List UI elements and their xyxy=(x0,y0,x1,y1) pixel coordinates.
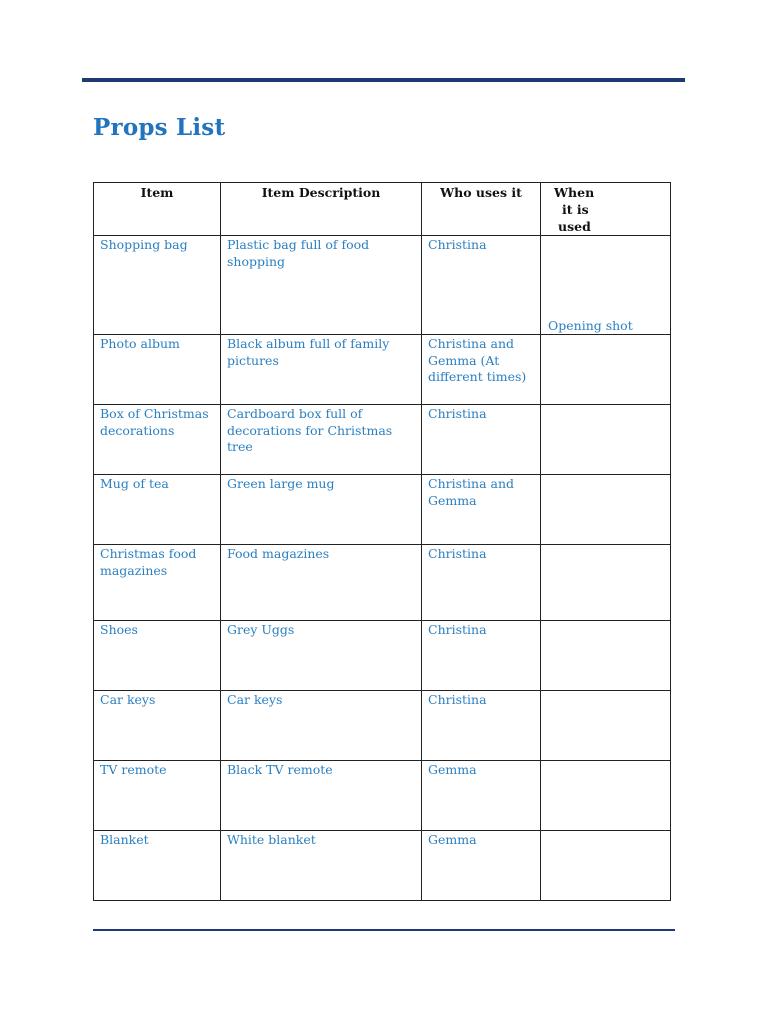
when-text xyxy=(541,335,670,336)
who-text: Christina xyxy=(428,237,487,252)
cell-item xyxy=(94,621,221,691)
description-text: Plastic bag full of food shopping xyxy=(227,237,370,269)
when-text xyxy=(541,761,670,762)
cell-when xyxy=(541,761,671,831)
cell-description xyxy=(221,691,422,761)
cell-item xyxy=(94,545,221,621)
when-text xyxy=(541,691,670,692)
cell-who xyxy=(422,236,541,335)
props-table xyxy=(93,182,671,901)
cell-description xyxy=(221,335,422,405)
header-rule xyxy=(82,78,685,82)
cell-item xyxy=(94,405,221,475)
cell-item xyxy=(94,236,221,335)
header-who: Who uses it xyxy=(422,183,541,236)
cell-who xyxy=(422,475,541,545)
header-description: Item Description xyxy=(221,183,422,236)
cell-description xyxy=(221,236,422,335)
table-row xyxy=(94,831,671,901)
item-text: Christmas food magazines xyxy=(100,546,197,578)
cell-description xyxy=(221,405,422,475)
description-text: Black TV remote xyxy=(227,762,333,777)
header-when-line2: it is xyxy=(562,202,589,217)
cell-item xyxy=(94,335,221,405)
cell-item xyxy=(94,831,221,901)
item-text: TV remote xyxy=(100,762,167,777)
cell-item xyxy=(94,475,221,545)
description-text: Grey Uggs xyxy=(227,622,295,637)
who-text: Gemma xyxy=(428,832,477,847)
cell-description xyxy=(221,831,422,901)
header-when xyxy=(541,183,671,236)
who-text: Christina xyxy=(428,406,487,421)
table-row xyxy=(94,475,671,545)
who-text: Christina xyxy=(428,622,487,637)
item-text: Blanket xyxy=(100,832,149,847)
footer-rule xyxy=(93,929,675,931)
when-text xyxy=(541,831,670,832)
when-text xyxy=(541,405,670,406)
cell-who xyxy=(422,621,541,691)
table-row xyxy=(94,761,671,831)
table-row xyxy=(94,545,671,621)
item-text: Mug of tea xyxy=(100,476,169,491)
description-text: Car keys xyxy=(227,692,283,707)
cell-when xyxy=(541,236,671,335)
cell-when xyxy=(541,405,671,475)
description-text: White blanket xyxy=(227,832,316,847)
page-title: Props List xyxy=(93,114,226,141)
when-text xyxy=(541,475,670,476)
cell-who xyxy=(422,545,541,621)
who-text: Christina and Gemma xyxy=(428,476,515,508)
cell-when xyxy=(541,545,671,621)
item-text: Shoes xyxy=(100,622,138,637)
cell-item xyxy=(94,691,221,761)
cell-description xyxy=(221,761,422,831)
item-text: Shopping bag xyxy=(100,237,188,252)
table-row xyxy=(94,691,671,761)
item-text: Photo album xyxy=(100,336,180,351)
description-text: Cardboard box full of decorations for Christmas tree xyxy=(227,406,393,454)
table-row xyxy=(94,335,671,405)
cell-who xyxy=(422,335,541,405)
description-text: Food magazines xyxy=(227,546,330,561)
description-text: Green large mug xyxy=(227,476,335,491)
cell-who xyxy=(422,405,541,475)
header-when-line3: used xyxy=(558,219,591,234)
cell-when xyxy=(541,475,671,545)
cell-when xyxy=(541,335,671,405)
when-text xyxy=(541,545,670,546)
when-text: Opening shot xyxy=(548,317,633,333)
cell-item xyxy=(94,761,221,831)
cell-when xyxy=(541,831,671,901)
cell-who xyxy=(422,831,541,901)
description-text: Black album full of family pictures xyxy=(227,336,390,368)
header-item: Item xyxy=(94,183,221,236)
who-text: Christina and Gemma (At different times) xyxy=(428,336,527,384)
table-header-row xyxy=(94,183,671,236)
cell-description xyxy=(221,545,422,621)
cell-when xyxy=(541,621,671,691)
cell-description xyxy=(221,475,422,545)
cell-who xyxy=(422,691,541,761)
table-row xyxy=(94,405,671,475)
who-text: Christina xyxy=(428,546,487,561)
item-text: Box of Christmas decorations xyxy=(100,406,209,438)
item-text: Car keys xyxy=(100,692,156,707)
cell-when xyxy=(541,691,671,761)
cell-description xyxy=(221,621,422,691)
table-row xyxy=(94,236,671,335)
table-row xyxy=(94,621,671,691)
header-when-line1: When xyxy=(554,185,595,200)
who-text: Gemma xyxy=(428,762,477,777)
cell-who xyxy=(422,761,541,831)
when-text xyxy=(541,621,670,622)
who-text: Christina xyxy=(428,692,487,707)
